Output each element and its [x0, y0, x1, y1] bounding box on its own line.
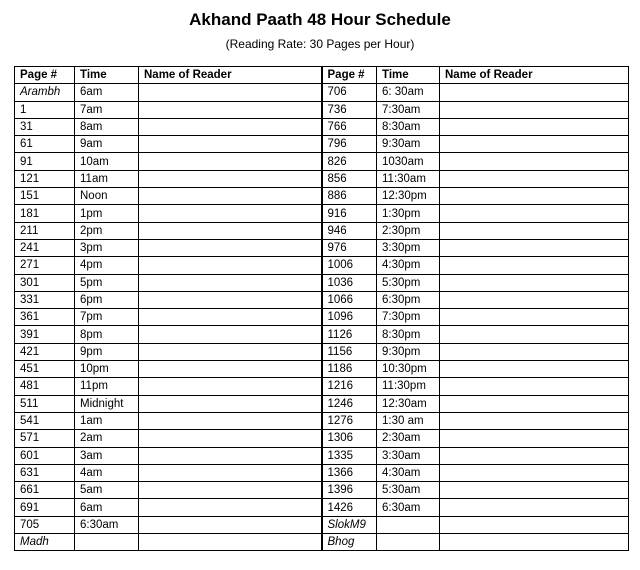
table-header-row	[15, 67, 629, 84]
reader-name-cell[interactable]	[440, 447, 629, 464]
table-row	[15, 239, 629, 256]
schedule-table	[14, 66, 629, 551]
page-cell: 661	[15, 482, 75, 499]
time-cell: 3:30am	[377, 447, 440, 464]
time-cell: 12:30pm	[377, 188, 440, 205]
reader-name-cell[interactable]	[139, 257, 322, 274]
page-cell: 736	[322, 101, 377, 118]
reader-name-cell[interactable]	[139, 136, 322, 153]
page-cell: 976	[322, 239, 377, 256]
time-cell: Midnight	[75, 395, 139, 412]
time-cell: 6:30pm	[377, 291, 440, 308]
time-cell: 3am	[75, 447, 139, 464]
time-cell: 5:30am	[377, 482, 440, 499]
page-cell: 1216	[322, 378, 377, 395]
page-cell: 1426	[322, 499, 377, 516]
page-cell: 151	[15, 188, 75, 205]
page-cell: 451	[15, 361, 75, 378]
reader-name-cell[interactable]	[139, 464, 322, 481]
reader-name-cell[interactable]	[440, 136, 629, 153]
reader-name-cell[interactable]	[440, 118, 629, 135]
time-cell: 9:30am	[377, 136, 440, 153]
table-row	[15, 447, 629, 464]
reader-name-cell[interactable]	[139, 222, 322, 239]
page-cell: 271	[15, 257, 75, 274]
reader-name-cell[interactable]	[139, 378, 322, 395]
time-cell: 11:30am	[377, 170, 440, 187]
reader-name-cell[interactable]	[139, 84, 322, 101]
page-cell: 91	[15, 153, 75, 170]
page-cell: 1276	[322, 412, 377, 429]
time-cell: 2:30am	[377, 430, 440, 447]
page-cell: 541	[15, 412, 75, 429]
time-cell: 6am	[75, 84, 139, 101]
page-cell: SlokM9	[322, 516, 377, 533]
time-cell: 3:30pm	[377, 239, 440, 256]
page-cell: Bhog	[322, 534, 377, 551]
table-row	[15, 274, 629, 291]
reader-name-cell[interactable]	[440, 205, 629, 222]
reader-name-cell[interactable]	[139, 188, 322, 205]
table-row	[15, 326, 629, 343]
page-cell: 1396	[322, 482, 377, 499]
page-cell: Madh	[15, 534, 75, 551]
time-cell: 4am	[75, 464, 139, 481]
reader-name-cell[interactable]	[139, 395, 322, 412]
page-cell: 946	[322, 222, 377, 239]
page-cell: 121	[15, 170, 75, 187]
time-cell	[75, 534, 139, 551]
time-cell: 8pm	[75, 326, 139, 343]
table-row	[15, 464, 629, 481]
page-cell: 601	[15, 447, 75, 464]
table-row	[15, 222, 629, 239]
reader-name-cell[interactable]	[139, 101, 322, 118]
reader-name-cell[interactable]	[440, 153, 629, 170]
table-row	[15, 309, 629, 326]
table-row	[15, 205, 629, 222]
table-row	[15, 291, 629, 308]
time-cell: 5:30pm	[377, 274, 440, 291]
table-row	[15, 136, 629, 153]
reader-name-cell[interactable]	[440, 516, 629, 533]
page-cell: 571	[15, 430, 75, 447]
time-cell: 10pm	[75, 361, 139, 378]
time-cell: 1:30 am	[377, 412, 440, 429]
header-reader-1: Name of Reader	[139, 67, 322, 84]
reader-name-cell[interactable]	[440, 343, 629, 360]
reader-name-cell[interactable]	[440, 222, 629, 239]
table-row	[15, 361, 629, 378]
time-cell: 11am	[75, 170, 139, 187]
reader-name-cell[interactable]	[139, 170, 322, 187]
reader-name-cell[interactable]	[440, 378, 629, 395]
time-cell: 10am	[75, 153, 139, 170]
page-cell: 1306	[322, 430, 377, 447]
page-cell: 211	[15, 222, 75, 239]
reader-name-cell[interactable]	[139, 239, 322, 256]
time-cell: 7:30am	[377, 101, 440, 118]
page-cell: 1066	[322, 291, 377, 308]
reader-name-cell[interactable]	[139, 326, 322, 343]
time-cell: 1:30pm	[377, 205, 440, 222]
page-cell: 1096	[322, 309, 377, 326]
page-cell: 1126	[322, 326, 377, 343]
header-time-1: Time	[75, 67, 139, 84]
time-cell: 9:30pm	[377, 343, 440, 360]
page-cell: 241	[15, 239, 75, 256]
table-row	[15, 153, 629, 170]
table-row	[15, 534, 629, 551]
reader-name-cell[interactable]	[440, 101, 629, 118]
reader-name-cell[interactable]	[139, 430, 322, 447]
page-subtitle: (Reading Rate: 30 Pages per Hour)	[225, 37, 415, 51]
reader-name-cell[interactable]	[440, 291, 629, 308]
table-row	[15, 170, 629, 187]
time-cell: 8:30am	[377, 118, 440, 135]
page-cell: 886	[322, 188, 377, 205]
reader-name-cell[interactable]	[139, 343, 322, 360]
page-cell: 181	[15, 205, 75, 222]
table-row	[15, 499, 629, 516]
header-time-2: Time	[377, 67, 440, 84]
table-row	[15, 378, 629, 395]
table-row	[15, 188, 629, 205]
reader-name-cell[interactable]	[440, 239, 629, 256]
reader-name-cell[interactable]	[139, 516, 322, 533]
table-row	[15, 395, 629, 412]
reader-name-cell[interactable]	[139, 412, 322, 429]
reader-name-cell[interactable]	[440, 395, 629, 412]
time-cell: 4:30am	[377, 464, 440, 481]
reader-name-cell[interactable]	[440, 309, 629, 326]
time-cell: 11pm	[75, 378, 139, 395]
reader-name-cell[interactable]	[440, 412, 629, 429]
table-row	[15, 257, 629, 274]
header-page-2: Page #	[322, 67, 377, 84]
table-row	[15, 516, 629, 533]
reader-name-cell[interactable]	[139, 499, 322, 516]
reader-name-cell[interactable]	[139, 153, 322, 170]
page-cell: 481	[15, 378, 75, 395]
table-row	[15, 101, 629, 118]
page-cell: Arambh	[15, 84, 75, 101]
time-cell: 2:30pm	[377, 222, 440, 239]
page-cell: 1156	[322, 343, 377, 360]
time-cell: 5am	[75, 482, 139, 499]
table-row	[15, 482, 629, 499]
page-title: Akhand Paath 48 Hour Schedule	[189, 10, 451, 29]
reader-name-cell[interactable]	[440, 170, 629, 187]
time-cell: 9pm	[75, 343, 139, 360]
page-cell: 916	[322, 205, 377, 222]
table-row	[15, 84, 629, 101]
page-cell: 1006	[322, 257, 377, 274]
time-cell: Noon	[75, 188, 139, 205]
time-cell: 7pm	[75, 309, 139, 326]
time-cell: 6: 30am	[377, 84, 440, 101]
page-cell: 331	[15, 291, 75, 308]
page-cell: 705	[15, 516, 75, 533]
reader-name-cell[interactable]	[440, 482, 629, 499]
time-cell: 1am	[75, 412, 139, 429]
time-cell	[377, 534, 440, 551]
page-cell: 1335	[322, 447, 377, 464]
time-cell: 2am	[75, 430, 139, 447]
page-cell: 706	[322, 84, 377, 101]
reader-name-cell[interactable]	[139, 205, 322, 222]
page-cell: 796	[322, 136, 377, 153]
page-cell: 1246	[322, 395, 377, 412]
page-cell: 511	[15, 395, 75, 412]
reader-name-cell[interactable]	[440, 499, 629, 516]
reader-name-cell[interactable]	[440, 188, 629, 205]
time-cell: 7am	[75, 101, 139, 118]
time-cell	[377, 516, 440, 533]
time-cell: 4:30pm	[377, 257, 440, 274]
reader-name-cell[interactable]	[139, 274, 322, 291]
reader-name-cell[interactable]	[139, 447, 322, 464]
reader-name-cell[interactable]	[440, 257, 629, 274]
page-cell: 856	[322, 170, 377, 187]
page-cell: 361	[15, 309, 75, 326]
table-row	[15, 430, 629, 447]
page-cell: 631	[15, 464, 75, 481]
time-cell: 10:30pm	[377, 361, 440, 378]
header-page-1: Page #	[15, 67, 75, 84]
time-cell: 8:30pm	[377, 326, 440, 343]
time-cell: 2pm	[75, 222, 139, 239]
page-cell: 1366	[322, 464, 377, 481]
page-cell: 691	[15, 499, 75, 516]
time-cell: 6am	[75, 499, 139, 516]
page-cell: 1186	[322, 361, 377, 378]
reader-name-cell[interactable]	[139, 482, 322, 499]
reader-name-cell[interactable]	[440, 274, 629, 291]
time-cell: 12:30am	[377, 395, 440, 412]
page-cell: 31	[15, 118, 75, 135]
page-cell: 766	[322, 118, 377, 135]
reader-name-cell[interactable]	[139, 309, 322, 326]
table-row	[15, 343, 629, 360]
reader-name-cell[interactable]	[139, 118, 322, 135]
time-cell: 8am	[75, 118, 139, 135]
time-cell: 6:30am	[377, 499, 440, 516]
reader-name-cell[interactable]	[440, 84, 629, 101]
page-cell: 1036	[322, 274, 377, 291]
reader-name-cell[interactable]	[139, 291, 322, 308]
reader-name-cell[interactable]	[440, 464, 629, 481]
page-cell: 61	[15, 136, 75, 153]
table-row	[15, 412, 629, 429]
reader-name-cell[interactable]	[139, 534, 322, 551]
page-cell: 1	[15, 101, 75, 118]
time-cell: 9am	[75, 136, 139, 153]
header-reader-2: Name of Reader	[440, 67, 629, 84]
reader-name-cell[interactable]	[139, 361, 322, 378]
reader-name-cell[interactable]	[440, 534, 629, 551]
time-cell: 6pm	[75, 291, 139, 308]
reader-name-cell[interactable]	[440, 430, 629, 447]
page-cell: 421	[15, 343, 75, 360]
time-cell: 1030am	[377, 153, 440, 170]
page-cell: 301	[15, 274, 75, 291]
reader-name-cell[interactable]	[440, 361, 629, 378]
time-cell: 1pm	[75, 205, 139, 222]
time-cell: 5pm	[75, 274, 139, 291]
reader-name-cell[interactable]	[440, 326, 629, 343]
time-cell: 7:30pm	[377, 309, 440, 326]
time-cell: 4pm	[75, 257, 139, 274]
page-cell: 391	[15, 326, 75, 343]
time-cell: 6:30am	[75, 516, 139, 533]
table-row	[15, 118, 629, 135]
page-cell: 826	[322, 153, 377, 170]
time-cell: 11:30pm	[377, 378, 440, 395]
time-cell: 3pm	[75, 239, 139, 256]
